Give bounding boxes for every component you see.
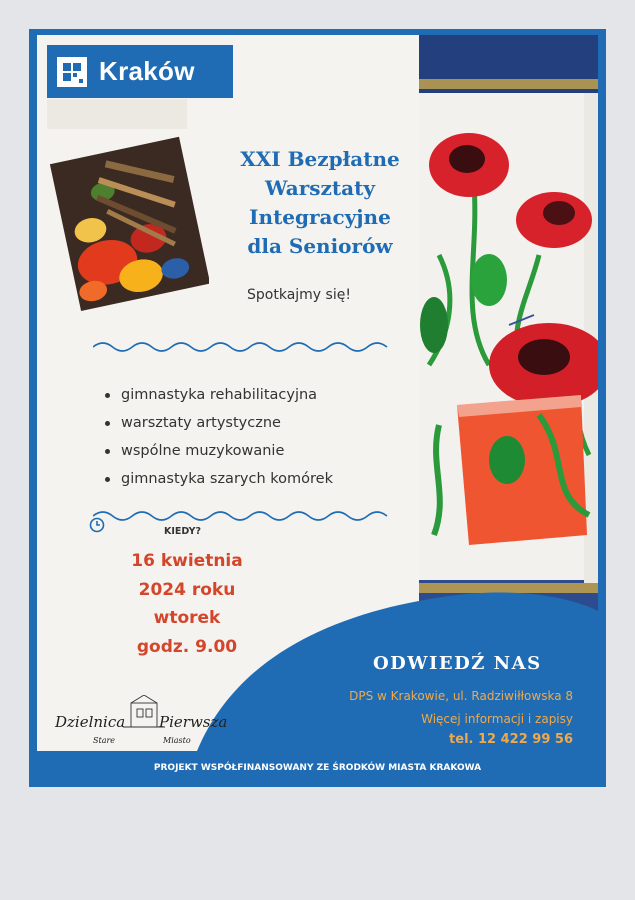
wave-divider [93, 509, 388, 523]
wave-divider [93, 340, 388, 354]
district-logo [51, 695, 241, 751]
title-line: XXI Bezpłatne [240, 147, 400, 171]
list-item [105, 437, 333, 465]
event-time: godz. 9.00 [136, 636, 238, 657]
list-item [105, 381, 333, 409]
krakow-logo [47, 45, 233, 98]
logo-text: Kraków [99, 56, 195, 86]
paint-palette-image [49, 127, 209, 312]
bullet-icon [105, 393, 110, 398]
activity-label: gimnastyka szarych komórek [121, 471, 333, 487]
visit-phone: tel. 12 422 99 56 [449, 732, 573, 747]
activity-label: warsztaty artystyczne [121, 415, 281, 431]
when-label: KIEDY? [164, 526, 201, 537]
visit-info: Więcej informacji i zapisy [421, 712, 573, 726]
event-year: 2024 roku [138, 579, 236, 600]
tagline: Spotkajmy się! [247, 287, 351, 303]
svg-text:Stare: Stare [93, 736, 116, 745]
event-weekday: wtorek [153, 608, 221, 628]
svg-text:Miasto: Miasto [163, 736, 191, 745]
bullet-icon [105, 449, 110, 454]
title-line: dla Seniorów [247, 234, 393, 258]
visit-address: DPS w Krakowie, ul. Radziwiłłowska 8 [349, 689, 573, 703]
title-line: Warsztaty [265, 176, 375, 200]
event-datetime [109, 547, 265, 661]
clock-icon [89, 517, 105, 533]
event-title [197, 145, 443, 261]
event-poster [29, 29, 606, 787]
svg-text:Pierwsza: Pierwsza [159, 713, 228, 731]
title-line: Integracyjne [249, 205, 391, 229]
svg-text:Dzielnica: Dzielnica [55, 713, 126, 731]
event-date: 16 kwietnia [131, 551, 243, 571]
krakow-logo-icon [57, 57, 87, 87]
list-item [105, 409, 333, 437]
bullet-icon [105, 477, 110, 482]
activity-list [105, 381, 333, 493]
activity-label: wspólne muzykowanie [121, 443, 285, 459]
list-item [105, 465, 333, 493]
poster-body [37, 35, 598, 751]
visit-heading: ODWIEDŹ NAS [373, 653, 542, 674]
logo-shadow [47, 99, 187, 129]
footer-text: PROJEKT WSPÓŁFINANSOWANY ZE ŚRODKÓW MIASTA KRAKOWA [153, 763, 482, 773]
activity-label: gimnastyka rehabilitacyjna [121, 387, 318, 403]
bullet-icon [105, 421, 110, 426]
